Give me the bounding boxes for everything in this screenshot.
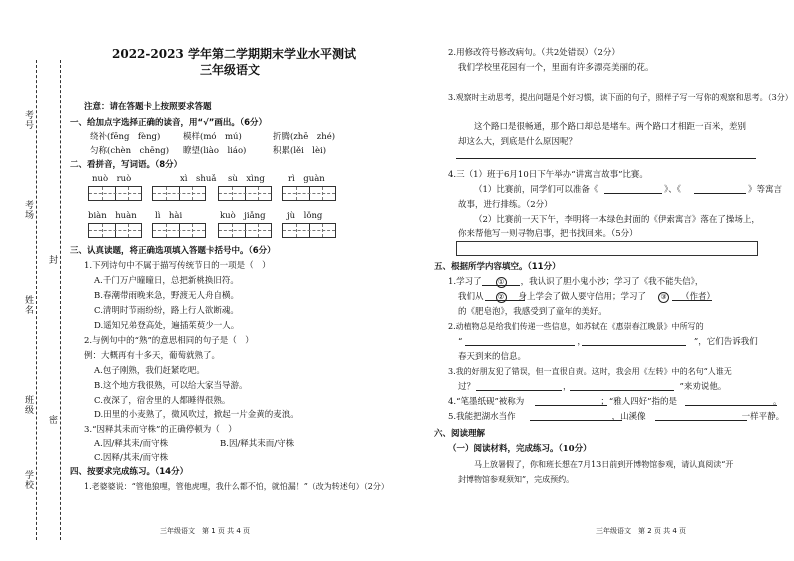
binding-line-outer (36, 60, 37, 540)
blank[interactable] (672, 300, 712, 301)
fill-line: 3.我的好朋友犯了错误，但一直很自责。这时，我会用《左转》中的名句“人谁无 (448, 367, 732, 376)
blank[interactable] (535, 405, 607, 406)
school-label: 学校 (23, 470, 33, 490)
option: D.遥知兄弟登高处，遍插茱萸少一人。 (94, 321, 240, 331)
blank[interactable] (685, 405, 777, 406)
pinyin: nuò ruò (92, 174, 132, 184)
pinyin: sù xìng (228, 174, 265, 184)
answer-box[interactable] (456, 241, 758, 256)
notice: 注意：请在答题卡上按照要求答题 (84, 102, 212, 112)
option: C.清明时节雨纷纷，路上行人欲断魂。 (94, 306, 239, 316)
reading-text: 封博物馆参观须知”，完成预约。 (458, 475, 575, 484)
q4a-text4: 故事，进行排练。（2分） (458, 200, 553, 210)
pinyin: jù lǒng (287, 211, 323, 221)
exam-subject: 三年级语文 (200, 63, 261, 77)
q4a-text2: 》、《 (664, 185, 682, 195)
s1-item: 绕补(fēng fèng) (90, 132, 161, 142)
s1-item: 瞭望(liào liáo) (183, 146, 247, 156)
q4a-text3: 》等寓言 (748, 185, 783, 195)
option: B.春潮带雨晚来急，野渡无人舟自横。 (94, 291, 239, 301)
question: 3.观察时主动思考，提出问题是个好习惯，读下面的句子，照样子写一写你的观察和思考。（3分） (448, 93, 793, 102)
question: 4.三（1）班于6月10日下午举办“讲寓言故事”比赛。 (448, 170, 648, 180)
option: C.因释/其耒/而守株 (94, 453, 169, 463)
dense-mark: 密 (47, 415, 57, 425)
option: A.因/释其耒/而守株 (94, 439, 169, 449)
blank[interactable] (482, 285, 520, 286)
pinyin: rì guàn (288, 174, 325, 184)
name-label: 姓名 (23, 295, 33, 315)
option: A.千门万户曈曈日，总把新桃换旧符。 (94, 276, 239, 286)
section4-title: 四、按要求完成练习。（14分） (70, 467, 189, 477)
s1-item: 匀称(chèn chēng) (90, 146, 170, 156)
blank[interactable] (694, 193, 746, 194)
exam-room-label: 考场 (23, 200, 33, 220)
question: 1.老婆婆说：“管他狼哩，管他虎哩，我什么都不怕，就怕漏！”（改为转述句）（2分） (84, 482, 389, 491)
option: B.这个地方我很熟，可以给大家当导游。 (94, 381, 248, 391)
blank[interactable] (604, 193, 662, 194)
seal-mark: 封 (47, 255, 57, 265)
exam-title: 2022-2023 学年第二学期期末学业水平测试 (112, 47, 356, 61)
writing-grid[interactable] (218, 223, 272, 238)
example: 例：大概再有十多天，葡萄就熟了。 (84, 351, 221, 361)
question: 2.与例句中的“熟”的意思相同的句子是（ ） (84, 336, 254, 346)
binding-line-inner (60, 60, 61, 540)
writing-grid[interactable] (282, 223, 336, 238)
fill-line: 过？ ， ”来劝说他。 (458, 382, 727, 392)
option: A.包子刚熟，我们赶紧吃吧。 (94, 366, 205, 376)
q4a-text: （1）比赛前，同学们可以准备《 (474, 185, 599, 195)
section3-title: 三、认真读题，将正确选项填入答题卡括号中。（6分） (70, 246, 276, 256)
fill-line: 5.我能把湖水当作 ，山溪像 一样平静。 (448, 412, 785, 422)
writing-grid[interactable] (152, 223, 206, 238)
section2-title: 二、看拼音，写词语。（8分） (70, 160, 183, 170)
fill-line: 春天到来的信息。 (458, 352, 527, 362)
sentence: 我们学校里花园有一个，里面有许多漂亮美丽的花。 (458, 63, 654, 73)
sentence: 这个路口是很畅通，那个路口却总是堵车。两个路口才相距一百米，差别 (474, 122, 747, 132)
section6-subtitle: （一）阅读材料，完成练习。（10分） (448, 444, 592, 454)
section6-title: 六、阅读理解 (434, 429, 486, 439)
page-footer-left: 三年级语文 第 1 页 共 4 页 (160, 527, 251, 535)
fill-line: 2.动植物总是给我们传递一些信息，如苏轼在《惠崇春江晚景》中所写的 (448, 322, 704, 331)
s1-item: 积累(lěi lèi) (273, 146, 327, 156)
fill-line: 的《肥皂泡》，我感受到了童年的美好。 (458, 307, 607, 317)
blank[interactable] (582, 345, 686, 346)
pinyin: biàn huàn (88, 211, 137, 221)
writing-grid[interactable] (152, 186, 206, 201)
sentence: 却这么大，到底是什么原因呢？ (458, 137, 578, 147)
q4b-text: （2）比赛前一天下午，李明将一本绿色封面的《伊索寓言》落在了操场上， (474, 215, 760, 225)
section5-title: 五、根据所学内容填空。（11分） (434, 262, 561, 272)
blank[interactable] (570, 390, 674, 391)
answer-line[interactable] (456, 158, 756, 159)
blank[interactable] (485, 300, 525, 301)
s1-item: 模样(mó mú) (183, 132, 242, 142)
blank[interactable] (465, 345, 575, 346)
fill-line: 我们从 ② 身上学会了做人要守信用；学习了 ③ （作者） (458, 292, 716, 302)
option: C.夜深了，宿舍里的人都睡得很熟。 (94, 396, 231, 406)
blank[interactable] (655, 420, 747, 421)
writing-grid[interactable] (88, 186, 142, 201)
q4b-text2: 你来帮他写一则寻物启事，把书找回来。（5分） (458, 229, 638, 239)
pinyin: xì shuǎ (180, 174, 217, 184)
pinyin: kuò jiǎng (220, 211, 266, 221)
writing-grid[interactable] (88, 223, 142, 238)
section1-title: 一、给加点字选择正确的读音，用“√”画出。（6分） (70, 118, 268, 128)
question: 3.“因释其耒而守株”的正确停顿为（ ） (84, 425, 237, 435)
exam-number-label: 考号 (23, 110, 33, 130)
fill-line: 1.学习了 ① ，我认识了胆小鬼小沙；学习了《我不能失信》， (448, 277, 704, 287)
question: 2.用修改符号修改病句。（共2处错误）（2分） (448, 48, 620, 58)
option: B.因/释其耒而/守株 (220, 439, 295, 449)
blank[interactable] (530, 420, 622, 421)
fill-line: 4.“笔墨纸砚”被称为 ；“雅人四好”指的是 。 (448, 397, 782, 407)
page-footer-right: 三年级语文 第 2 页 共 4 页 (596, 527, 687, 535)
question: 1.下列诗句中不属于描写传统节日的一项是（ ） (84, 261, 271, 271)
class-label: 班级 (23, 395, 33, 415)
pinyin: lì hài (155, 211, 183, 221)
writing-grid[interactable] (218, 186, 272, 201)
s1-item: 折腾(zhē zhé) (273, 132, 336, 142)
writing-grid[interactable] (282, 186, 336, 201)
option: D.田里的小麦熟了，微风吹过，掀起一片金黄的麦浪。 (94, 410, 299, 420)
fill-line: “ ， ”，它们告诉我们 (458, 337, 758, 347)
blank[interactable] (476, 390, 562, 391)
reading-text: 马上放暑假了，你和班长想在7月13日前到开博物馆参观，请认真阅读“开 (474, 460, 734, 469)
